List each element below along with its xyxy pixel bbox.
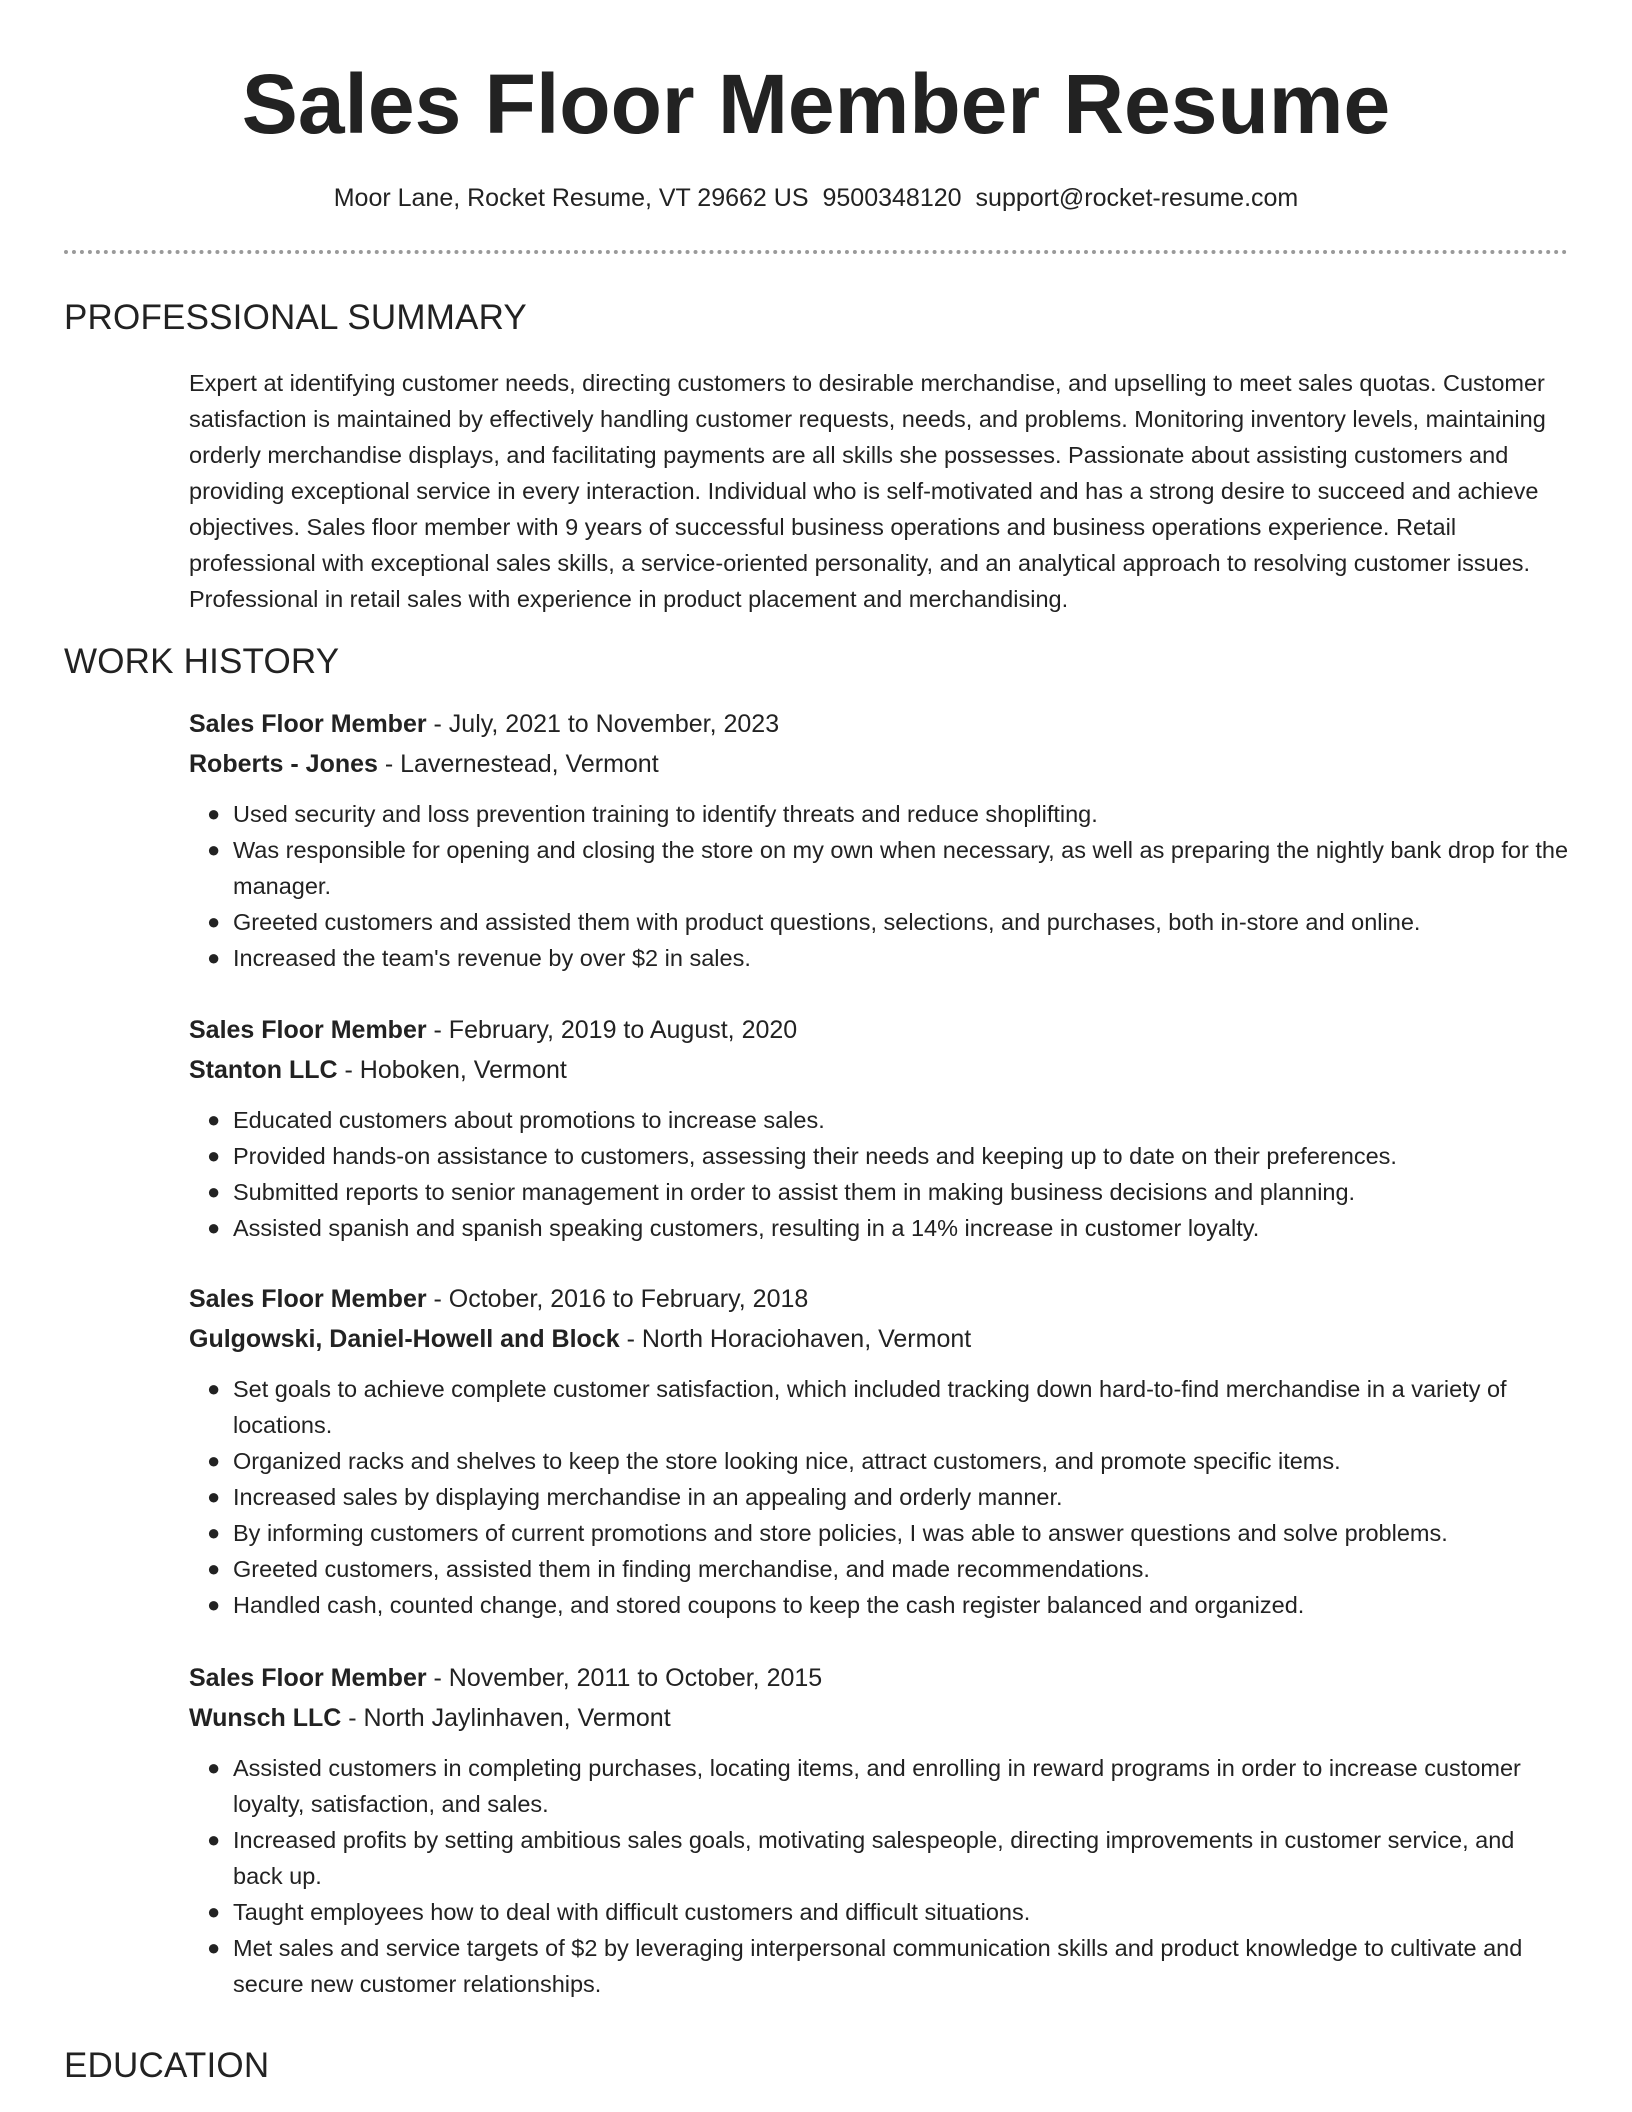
job-bullet-text: Was responsible for opening and closing the store on my own when necessary, as well as preparing the nightly bank drop for the manager. <box>233 837 1569 899</box>
job-title-line <box>189 1279 1569 1319</box>
job-dates: - October, 2016 to February, 2018 <box>426 1285 809 1313</box>
bullet-dot-icon: ● <box>207 801 221 826</box>
bullet-dot-icon: ● <box>207 1556 221 1581</box>
job-bullet-text: Submitted reports to senior management in order to assist them in making business decisions and planning. <box>233 1179 1356 1205</box>
job-bullet-text: Met sales and service targets of $2 by leveraging interpersonal communication skills and product knowledge to cultivate and secure new customer relationships. <box>233 1935 1523 1997</box>
job-location: - Hoboken, Vermont <box>337 1056 567 1084</box>
job-bullet-text: Educated customers about promotions to increase sales. <box>233 1107 825 1133</box>
job-bullet-text: Provided hands-on assistance to customers, assessing their needs and keeping up to date on their preferences. <box>233 1143 1397 1169</box>
bullet-dot-icon: ● <box>207 909 221 934</box>
job-bullets <box>189 1371 1569 1623</box>
bullet-dot-icon: ● <box>207 1520 221 1545</box>
bullet-dot-icon: ● <box>207 1592 221 1617</box>
job-bullet-text: Used security and loss prevention training to identify threats and reduce shoplifting. <box>233 801 1098 827</box>
education-heading: EDUCATION <box>64 2046 270 2085</box>
job-bullet <box>207 1371 1569 1443</box>
job-title-line <box>189 1010 1569 1050</box>
job-location: - North Jaylinhaven, Vermont <box>341 1704 671 1732</box>
job-bullet-text: By informing customers of current promotions and store policies, I was able to answer questions and solve problems. <box>233 1520 1448 1546</box>
job-title: Sales Floor Member <box>189 1285 427 1313</box>
job-bullet <box>207 1515 1569 1551</box>
job-bullet <box>207 1930 1569 2002</box>
job-bullet <box>207 1443 1569 1479</box>
job-bullet-text: Set goals to achieve complete customer satisfaction, which included tracking down hard-to-find merchandise in a variety of locations. <box>233 1376 1507 1438</box>
job-dates: - July, 2021 to November, 2023 <box>426 710 780 738</box>
bullet-dot-icon: ● <box>207 837 221 862</box>
job-bullet-text: Increased profits by setting ambitious sales goals, motivating salespeople, directing improvements in customer service, and back up. <box>233 1827 1515 1889</box>
bullet-dot-icon: ● <box>207 1827 221 1852</box>
job-bullet-text: Greeted customers, assisted them in finding merchandise, and made recommendations. <box>233 1556 1150 1582</box>
contact-email: support@rocket-resume.com <box>975 184 1299 212</box>
bullet-dot-icon: ● <box>207 1179 221 1204</box>
job-location: - Lavernestead, Vermont <box>377 750 659 778</box>
job-bullet <box>207 1750 1569 1822</box>
bullet-dot-icon: ● <box>207 1107 221 1132</box>
job-title: Sales Floor Member <box>189 1664 427 1692</box>
bullet-dot-icon: ● <box>207 1484 221 1509</box>
job-bullet <box>207 1894 1569 1930</box>
job-bullets <box>189 796 1569 976</box>
job-bullet <box>207 1102 1569 1138</box>
job-company: Roberts - Jones <box>189 750 378 778</box>
job-bullet <box>207 832 1569 904</box>
header-divider <box>64 250 1568 254</box>
job-bullet <box>207 1587 1569 1623</box>
job-company-line <box>189 744 1569 784</box>
job-company: Gulgowski, Daniel-Howell and Block <box>189 1325 620 1353</box>
job-company-line <box>189 1050 1569 1090</box>
job-bullet-text: Taught employees how to deal with difficult customers and difficult situations. <box>233 1899 1031 1925</box>
job-bullet <box>207 1551 1569 1587</box>
job-bullet <box>207 904 1569 940</box>
job-title-line <box>189 1658 1569 1698</box>
job-entry <box>189 1658 1569 2002</box>
resume-title: Sales Floor Member Resume <box>241 57 1391 151</box>
job-bullet-text: Increased sales by displaying merchandise in an appealing and orderly manner. <box>233 1484 1063 1510</box>
job-entry <box>189 1010 1569 1246</box>
job-company: Stanton LLC <box>189 1056 338 1084</box>
contact-address: Moor Lane, Rocket Resume, VT 29662 US <box>333 184 809 212</box>
job-dates: - February, 2019 to August, 2020 <box>426 1016 798 1044</box>
summary-heading: PROFESSIONAL SUMMARY <box>64 298 527 337</box>
work-history-heading: WORK HISTORY <box>64 642 340 681</box>
job-company-line <box>189 1319 1569 1359</box>
job-bullet-text: Assisted spanish and spanish speaking customers, resulting in a 14% increase in customer loyalty. <box>233 1215 1260 1241</box>
job-entry <box>189 1279 1569 1623</box>
contact-line <box>0 180 1632 216</box>
job-company-line <box>189 1698 1569 1738</box>
bullet-dot-icon: ● <box>207 1755 221 1780</box>
job-bullets <box>189 1102 1569 1246</box>
job-bullets <box>189 1750 1569 2002</box>
job-bullet-text: Assisted customers in completing purchases, locating items, and enrolling in reward programs in order to increase customer loyalty, satisfaction, and sales. <box>233 1755 1521 1817</box>
job-dates: - November, 2011 to October, 2015 <box>426 1664 823 1692</box>
job-bullet <box>207 1174 1569 1210</box>
bullet-dot-icon: ● <box>207 1376 221 1401</box>
job-bullet <box>207 1138 1569 1174</box>
job-bullet-text: Increased the team's revenue by over $2 in sales. <box>233 945 751 971</box>
bullet-dot-icon: ● <box>207 945 221 970</box>
bullet-dot-icon: ● <box>207 1143 221 1168</box>
job-bullet <box>207 1479 1569 1515</box>
job-bullet <box>207 796 1569 832</box>
job-title: Sales Floor Member <box>189 1016 427 1044</box>
job-company: Wunsch LLC <box>189 1704 342 1732</box>
job-bullet <box>207 1822 1569 1894</box>
bullet-dot-icon: ● <box>207 1935 221 1960</box>
summary-text: Expert at identifying customer needs, directing customers to desirable merchandise, and upselling to meet sales quotas. Customer satisfaction is maintained by effectively handling customer requests, needs, and problems. Monitoring inventory levels, maintaining orderly merchandise displays, and facilitating payments are all skills she possesses. Passionate about assisting customers and providing exceptional service in every interaction. Individual who is self-motivated and has a strong desire to succeed and achieve objectives. Sales floor member with 9 years of successful business operations and business operations experience. Retail professional with exceptional sales skills, a service-oriented personality, and an analytical approach to resolving customer issues. Professional in retail sales with experience in product placement and merchandising. <box>189 370 1546 612</box>
bullet-dot-icon: ● <box>207 1899 221 1924</box>
job-entry <box>189 704 1569 976</box>
job-bullet-text: Greeted customers and assisted them with product questions, selections, and purchases, both in-store and online. <box>233 909 1421 935</box>
bullet-dot-icon: ● <box>207 1215 221 1240</box>
job-title: Sales Floor Member <box>189 710 427 738</box>
job-bullet <box>207 940 1569 976</box>
job-bullet-text: Organized racks and shelves to keep the store looking nice, attract customers, and promote specific items. <box>233 1448 1341 1474</box>
job-bullet-text: Handled cash, counted change, and stored coupons to keep the cash register balanced and organized. <box>233 1592 1305 1618</box>
contact-phone: 9500348120 <box>822 184 962 212</box>
job-title-line <box>189 704 1569 744</box>
job-bullet <box>207 1210 1569 1246</box>
job-location: - North Horaciohaven, Vermont <box>619 1325 972 1353</box>
bullet-dot-icon: ● <box>207 1448 221 1473</box>
